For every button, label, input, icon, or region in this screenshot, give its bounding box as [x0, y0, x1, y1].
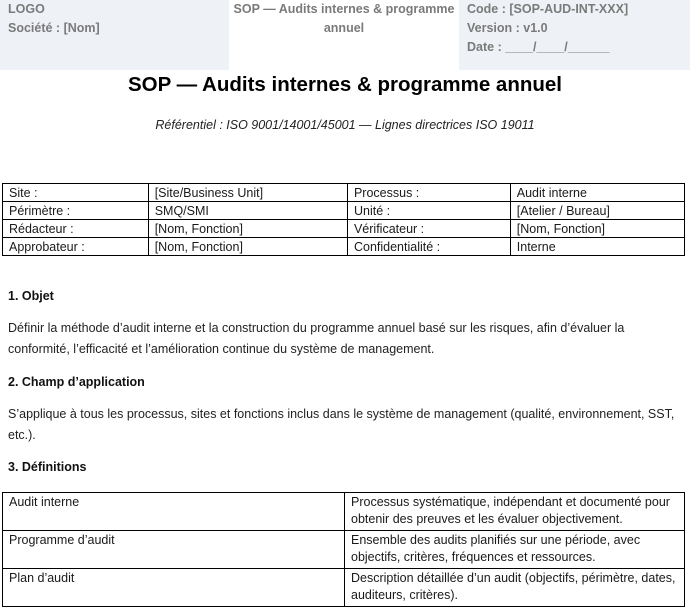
- reference-line: Référentiel : ISO 9001/14001/45001 — Lignes directrices ISO 19011: [155, 118, 535, 132]
- table-cell: Processus :: [347, 184, 510, 202]
- header-right-cell: [459, 0, 690, 70]
- header-center-cell: [229, 0, 459, 70]
- header-title-line1: SOP — Audits internes & programme: [233, 2, 455, 16]
- definition-term: Plan d’audit: [3, 569, 345, 607]
- document-header: [0, 0, 690, 70]
- table-row: [3, 220, 685, 238]
- definitions-table: [2, 492, 685, 607]
- doc-date: Date : ____/____/______: [467, 40, 610, 54]
- doc-version: Version : v1.0: [467, 21, 548, 35]
- table-cell: Approbateur :: [3, 238, 149, 256]
- section-heading-objet: 1. Objet: [8, 289, 54, 303]
- section-text-objet: Définir la méthode d’audit interne et la construction du programme annuel basé sur les risques, afin d’évaluer la conformité, l’efficacité et l’amélioration continue du système de management.: [8, 321, 625, 356]
- definition-text: Description détaillée d’un audit (objectifs, périmètre, dates, auditeurs, critères).: [345, 569, 685, 607]
- definition-text: Ensemble des audits planifiés sur une période, avec objectifs, critères, fréquences et ressources.: [345, 531, 685, 569]
- header-title-line2: annuel: [323, 21, 365, 35]
- table-row: [3, 493, 685, 531]
- header-left-cell: [0, 0, 229, 70]
- table-row: [3, 202, 685, 220]
- section-heading-definitions: 3. Définitions: [8, 460, 87, 474]
- table-cell: [Nom, Fonction]: [510, 220, 684, 238]
- table-row: [3, 531, 685, 569]
- table-cell: Site :: [3, 184, 149, 202]
- table-cell: Unité :: [347, 202, 510, 220]
- table-cell: Audit interne: [510, 184, 684, 202]
- company-name: Société : [Nom]: [8, 21, 100, 35]
- section-text-champ: S’applique à tous les processus, sites et fonctions inclus dans le système de management (qualité, environnement, SST, etc.).: [8, 407, 675, 442]
- table-row: [3, 238, 685, 256]
- definition-term: Audit interne: [3, 493, 345, 531]
- table-cell: Périmètre :: [3, 202, 149, 220]
- table-cell: SMQ/SMI: [148, 202, 347, 220]
- logo-placeholder: LOGO: [8, 2, 45, 16]
- definition-term: Programme d’audit: [3, 531, 345, 569]
- definition-text: Processus systématique, indépendant et documenté pour obtenir des preuves et les évaluer objectivement.: [345, 493, 685, 531]
- table-cell: Rédacteur :: [3, 220, 149, 238]
- table-row: [3, 184, 685, 202]
- table-cell: [Nom, Fonction]: [148, 238, 347, 256]
- info-table: [2, 183, 685, 256]
- doc-code: Code : [SOP-AUD-INT-XXX]: [467, 2, 629, 16]
- table-cell: Confidentialité :: [347, 238, 510, 256]
- document-title: SOP — Audits internes & programme annuel: [127, 73, 562, 96]
- table-cell: [Site/Business Unit]: [148, 184, 347, 202]
- table-cell: [Nom, Fonction]: [148, 220, 347, 238]
- table-cell: [Atelier / Bureau]: [510, 202, 684, 220]
- table-cell: Interne: [510, 238, 684, 256]
- section-heading-champ: 2. Champ d’application: [8, 375, 145, 389]
- table-cell: Vérificateur :: [347, 220, 510, 238]
